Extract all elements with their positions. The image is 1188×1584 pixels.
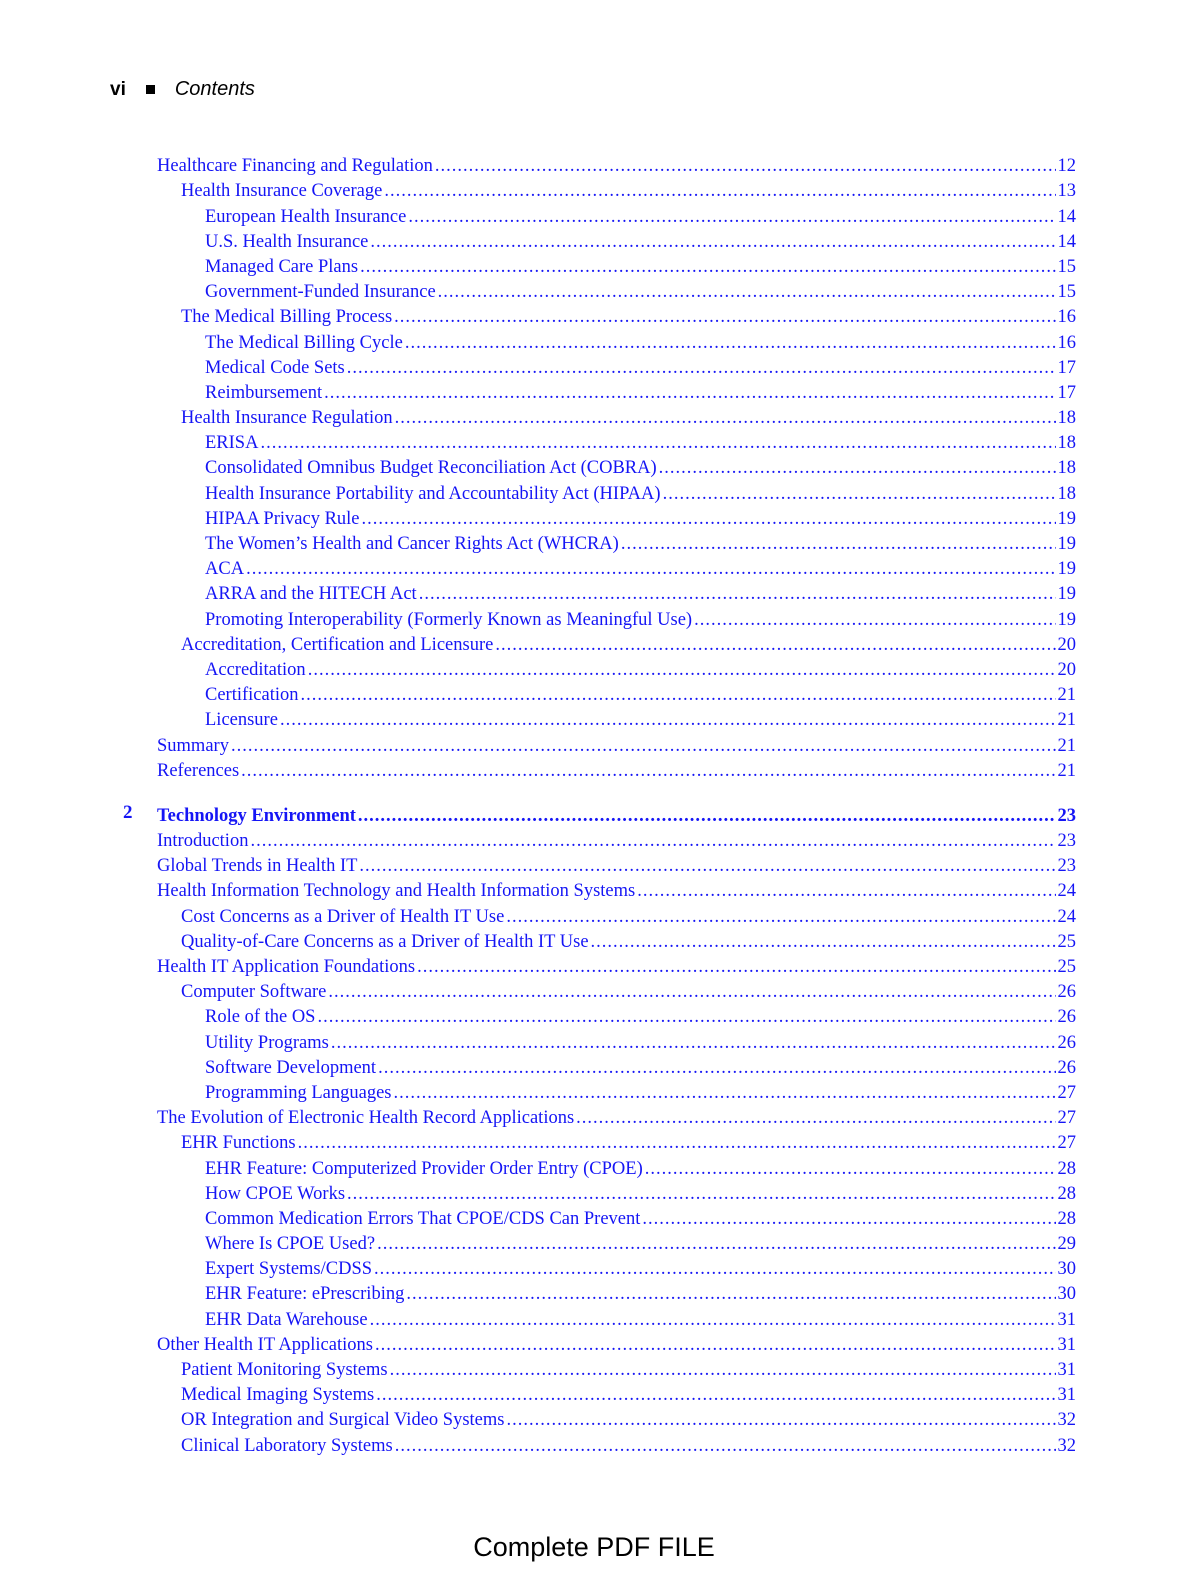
dot-leader <box>359 855 1055 877</box>
toc-entry-title: ARRA and the HITECH Act <box>205 584 417 605</box>
running-header <box>110 78 255 101</box>
toc-entry-page: 13 <box>1057 181 1076 202</box>
toc-entry-title: U.S. Health Insurance <box>205 231 369 252</box>
toc-entry[interactable] <box>0 731 1188 756</box>
toc-entry-title: How CPOE Works <box>205 1183 346 1204</box>
toc-entry-page: 28 <box>1057 1208 1076 1229</box>
toc-entry[interactable] <box>0 404 1188 429</box>
toc-entry-page: 19 <box>1057 609 1076 630</box>
toc-entry-page: 24 <box>1057 906 1076 927</box>
dot-leader <box>246 558 1055 580</box>
toc-entry-page: 19 <box>1057 534 1076 554</box>
dot-leader <box>362 508 1056 530</box>
dot-leader <box>347 357 1056 379</box>
toc-entry-title: Accreditation <box>205 659 306 680</box>
dot-leader <box>328 981 1055 1003</box>
toc-entry[interactable] <box>0 902 1188 927</box>
toc-entry-title: Medical Imaging Systems <box>181 1385 375 1406</box>
dot-leader <box>378 1057 1055 1079</box>
dot-leader <box>495 634 1055 656</box>
toc-entry-page: 29 <box>1057 1234 1076 1255</box>
toc-entry-title: Health Insurance Regulation <box>181 408 393 429</box>
toc-entry-title: EHR Feature: ePrescribing <box>205 1284 405 1305</box>
dot-leader <box>250 830 1055 852</box>
toc-entry-page: 28 <box>1057 1183 1076 1204</box>
toc-entry-title: Global Trends in Health IT <box>157 856 358 877</box>
toc-entry[interactable] <box>0 681 1188 706</box>
toc-entry[interactable] <box>0 706 1188 731</box>
toc-entry-page: 20 <box>1057 659 1076 680</box>
running-title: Contents <box>174 78 255 100</box>
toc-entry-title: Programming Languages <box>205 1082 392 1103</box>
toc-entry-page: 14 <box>1057 206 1076 227</box>
toc-entry[interactable] <box>0 555 1188 580</box>
toc-entry[interactable] <box>0 656 1188 681</box>
toc-entry[interactable] <box>0 953 1188 978</box>
toc-entry[interactable] <box>0 1154 1188 1179</box>
dot-leader <box>637 880 1055 902</box>
toc-entry-page: 12 <box>1057 156 1076 177</box>
toc-entry[interactable] <box>0 1230 1188 1255</box>
toc-entry[interactable] <box>0 1180 1188 1205</box>
toc-entry-page: 23 <box>1057 805 1076 826</box>
dot-leader <box>298 1132 1056 1154</box>
dot-leader <box>301 684 1056 706</box>
dot-leader <box>241 760 1055 782</box>
toc-entry-page: 24 <box>1057 881 1076 902</box>
toc-entry-page: 27 <box>1057 1133 1076 1154</box>
toc-entry-title: EHR Functions <box>181 1133 296 1154</box>
toc-entry[interactable] <box>0 827 1188 852</box>
toc-entry-title: Summary <box>157 735 229 756</box>
dot-leader <box>370 231 1055 253</box>
toc-entry-page: 26 <box>1057 982 1076 1003</box>
page-number: vi <box>110 78 126 100</box>
toc-entry-page: 17 <box>1057 382 1076 403</box>
toc-entry-title: Certification <box>205 685 299 706</box>
dot-leader <box>659 457 1056 479</box>
toc-entry-page: 16 <box>1057 307 1076 328</box>
toc-entry-title: Software Development <box>205 1057 377 1078</box>
toc-entry-title: Licensure <box>205 710 278 731</box>
toc-entry[interactable] <box>0 1104 1188 1129</box>
dot-leader <box>506 906 1055 928</box>
dot-leader <box>390 1359 1056 1381</box>
dot-leader <box>663 483 1056 505</box>
dot-leader <box>395 1435 1056 1457</box>
dot-leader <box>591 931 1056 953</box>
toc-entry-page: 31 <box>1057 1309 1076 1330</box>
toc-entry-page: 21 <box>1057 735 1076 756</box>
toc-entry-page: 23 <box>1057 856 1076 877</box>
dot-leader <box>376 1384 1055 1406</box>
toc-entry[interactable] <box>0 928 1188 953</box>
toc-entry[interactable] <box>0 1406 1188 1431</box>
dot-leader <box>576 1107 1055 1129</box>
toc-entry[interactable] <box>0 1079 1188 1104</box>
toc-entry[interactable] <box>0 580 1188 605</box>
dot-leader <box>384 180 1055 202</box>
dot-leader <box>280 709 1056 731</box>
toc-entry-title: Accreditation, Certification and Licensure <box>181 634 494 655</box>
dot-leader <box>406 1283 1055 1305</box>
toc-entry-page: 26 <box>1057 1057 1076 1078</box>
toc-entry-page: 26 <box>1057 1032 1076 1053</box>
dot-leader <box>331 1032 1056 1054</box>
toc-entry[interactable] <box>0 1356 1188 1381</box>
toc-entry[interactable] <box>0 202 1188 227</box>
toc-entry[interactable] <box>0 1280 1188 1305</box>
dot-leader <box>347 1183 1055 1205</box>
dot-leader <box>370 1309 1056 1331</box>
toc-entry-page: 27 <box>1057 1108 1076 1129</box>
toc-entry-title: Where Is CPOE Used? <box>205 1234 376 1255</box>
toc-entry[interactable] <box>0 1255 1188 1280</box>
toc-entry-title: The Medical Billing Process <box>181 307 393 328</box>
dot-leader <box>621 533 1056 555</box>
toc-entry-page: 21 <box>1057 685 1076 706</box>
dot-leader <box>308 659 1056 681</box>
toc-entry-title: Other Health IT Applications <box>157 1334 373 1355</box>
dot-leader <box>694 609 1055 631</box>
toc-entry-page: 21 <box>1057 760 1076 781</box>
toc-entry[interactable] <box>0 1331 1188 1356</box>
toc-entry-title: Computer Software <box>181 982 327 1003</box>
toc-chapter-entry[interactable] <box>0 802 1188 827</box>
toc-entry-page: 27 <box>1057 1082 1076 1103</box>
dot-leader <box>360 256 1055 278</box>
toc-entry-title: The Medical Billing Cycle <box>205 332 403 353</box>
toc-entry-page: 25 <box>1057 931 1076 952</box>
dot-leader <box>375 1334 1056 1356</box>
toc-entry-page: 26 <box>1057 1007 1076 1028</box>
toc-entry[interactable] <box>0 228 1188 253</box>
footer-caption: Complete PDF FILE <box>473 1532 715 1562</box>
toc-entry-page: 25 <box>1057 957 1076 977</box>
toc-entry-title: Common Medication Errors That CPOE/CDS Can Prevent <box>205 1208 641 1229</box>
toc-entry[interactable] <box>0 1305 1188 1330</box>
toc-entry-page: 31 <box>1057 1360 1076 1380</box>
toc-entry-title: ACA <box>205 559 245 580</box>
toc-entry-title: ERISA <box>205 433 259 454</box>
toc-entry[interactable] <box>0 530 1188 555</box>
dot-leader <box>506 1409 1055 1431</box>
toc-entry-title: The Evolution of Electronic Health Record Applications <box>157 1108 575 1129</box>
dot-leader <box>642 1208 1055 1230</box>
toc-entry[interactable] <box>0 152 1188 177</box>
dot-leader <box>395 407 1056 429</box>
toc-entry[interactable] <box>0 479 1188 504</box>
toc-entry[interactable] <box>0 177 1188 202</box>
toc-entry-title: Healthcare Financing and Regulation <box>157 156 433 177</box>
toc-entry-title: Consolidated Omnibus Budget Reconciliation Act (COBRA) <box>205 458 657 479</box>
toc-entry-page: 15 <box>1057 282 1076 303</box>
toc-entry-page: 18 <box>1057 408 1076 429</box>
toc-entry-page: 15 <box>1057 256 1076 277</box>
dot-leader <box>231 735 1056 757</box>
toc-entry-title: Expert Systems/CDSS <box>205 1259 373 1280</box>
toc-entry[interactable] <box>0 454 1188 479</box>
toc-entry-page: 20 <box>1057 634 1076 655</box>
toc-entry-title: Patient Monitoring Systems <box>181 1360 388 1380</box>
toc-entry-title: EHR Data Warehouse <box>205 1309 368 1330</box>
toc-entry[interactable] <box>0 1205 1188 1230</box>
toc-entry-title: The Women’s Health and Cancer Rights Act (WHCRA) <box>205 534 619 554</box>
toc-entry-title: Clinical Laboratory Systems <box>181 1435 393 1456</box>
toc-entry-page: 16 <box>1057 332 1076 353</box>
square-bullet-icon <box>146 85 155 94</box>
toc-entry-page: 18 <box>1057 458 1076 479</box>
dot-leader <box>645 1158 1056 1180</box>
toc-entry[interactable] <box>0 1003 1188 1028</box>
toc-entry[interactable] <box>0 877 1188 902</box>
toc-entry-title: Promoting Interoperability (Formerly Known as Meaningful Use) <box>205 609 693 630</box>
dot-leader <box>417 956 1055 978</box>
toc-entry-title: Introduction <box>157 831 249 852</box>
dot-leader <box>317 1006 1055 1028</box>
toc-entry-title: References <box>157 760 240 781</box>
toc-entry-title: OR Integration and Surgical Video Systems <box>181 1410 505 1431</box>
toc-entry-page: 31 <box>1057 1385 1076 1406</box>
toc-entry-title: Managed Care Plans <box>205 256 359 277</box>
dot-leader <box>260 432 1055 454</box>
dot-leader <box>419 583 1056 605</box>
toc-entry-title: EHR Feature: Computerized Provider Order Entry (CPOE) <box>205 1158 643 1179</box>
toc-entry[interactable] <box>0 1431 1188 1456</box>
toc-entry-page: 28 <box>1057 1158 1076 1179</box>
toc-entry[interactable] <box>0 978 1188 1003</box>
toc-entry-page: 32 <box>1057 1410 1076 1431</box>
toc-entry-title: HIPAA Privacy Rule <box>205 508 360 529</box>
toc-entry-title: Utility Programs <box>205 1032 329 1053</box>
toc-entry[interactable] <box>0 354 1188 379</box>
toc-entry[interactable] <box>0 1381 1188 1406</box>
dot-leader <box>394 1082 1056 1104</box>
table-of-contents <box>0 152 1188 1457</box>
toc-entry[interactable] <box>0 605 1188 630</box>
toc-entry[interactable] <box>0 253 1188 278</box>
dot-leader <box>377 1233 1055 1255</box>
toc-entry-page: 19 <box>1057 508 1076 529</box>
toc-entry-title: Health Insurance Coverage <box>181 181 383 202</box>
toc-entry-page: 31 <box>1057 1334 1076 1355</box>
toc-entry-title: Medical Code Sets <box>205 357 345 378</box>
dot-leader <box>374 1258 1055 1280</box>
toc-entry-page: 19 <box>1057 584 1076 605</box>
dot-leader <box>324 382 1055 404</box>
toc-entry[interactable] <box>0 757 1188 782</box>
toc-entry-title: Cost Concerns as a Driver of Health IT Use <box>181 906 505 927</box>
dot-leader <box>394 306 1055 328</box>
toc-entry-title: Role of the OS <box>205 1007 316 1028</box>
toc-entry[interactable] <box>0 1054 1188 1079</box>
toc-entry-title: European Health Insurance <box>205 206 407 227</box>
toc-entry-page: 14 <box>1057 231 1076 252</box>
toc-entry[interactable] <box>0 505 1188 530</box>
toc-entry-page: 30 <box>1057 1284 1076 1305</box>
toc-entry[interactable] <box>0 1028 1188 1053</box>
dot-leader <box>358 805 1056 827</box>
toc-entry[interactable] <box>0 429 1188 454</box>
toc-entry-page: 32 <box>1057 1435 1076 1456</box>
dot-leader <box>408 206 1055 228</box>
toc-entry-title: Health IT Application Foundations <box>157 957 416 977</box>
toc-entry-page: 19 <box>1057 559 1076 580</box>
toc-entry-page: 18 <box>1057 433 1076 454</box>
toc-entry[interactable] <box>0 852 1188 877</box>
toc-entry[interactable] <box>0 303 1188 328</box>
toc-entry-page: 18 <box>1057 483 1076 504</box>
toc-entry-title: Government-Funded Insurance <box>205 282 436 303</box>
toc-entry-title: Health Information Technology and Health Information Systems <box>157 881 636 902</box>
toc-entry-title: Quality-of-Care Concerns as a Driver of Health IT Use <box>181 931 589 952</box>
toc-entry-title: Health Insurance Portability and Accountability Act (HIPAA) <box>205 483 661 504</box>
dot-leader <box>405 332 1056 354</box>
toc-entry-page: 23 <box>1057 831 1076 852</box>
toc-entry-page: 21 <box>1057 710 1076 731</box>
toc-entry[interactable] <box>0 328 1188 353</box>
toc-entry-page: 17 <box>1057 357 1076 378</box>
dot-leader <box>435 155 1056 177</box>
toc-entry-title: Reimbursement <box>205 382 323 403</box>
chapter-number: 2 <box>123 801 133 823</box>
toc-entry[interactable] <box>0 1129 1188 1154</box>
toc-entry-page: 30 <box>1057 1259 1076 1280</box>
toc-entry[interactable] <box>0 278 1188 303</box>
toc-entry[interactable] <box>0 379 1188 404</box>
toc-entry-title: Technology Environment <box>157 805 356 826</box>
dot-leader <box>438 281 1056 303</box>
toc-entry[interactable] <box>0 631 1188 656</box>
